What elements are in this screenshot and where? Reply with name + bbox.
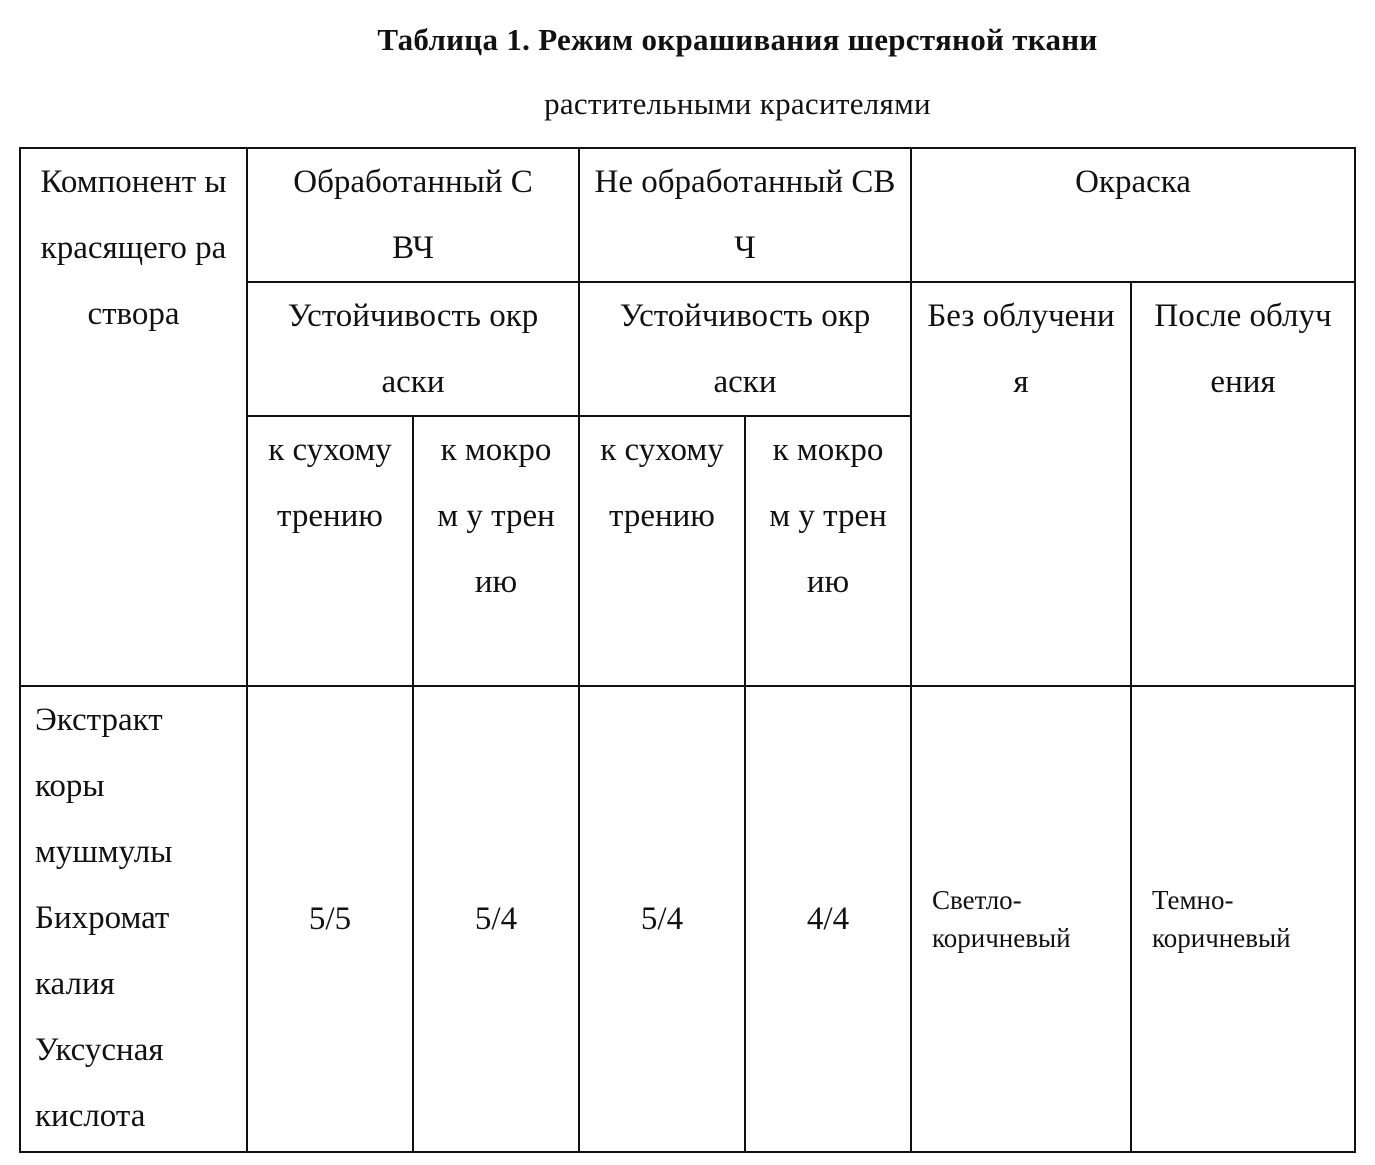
header-dry-treated: к сухому трению: [247, 416, 413, 686]
header-wet-untreated: к мокром у трению: [745, 416, 911, 686]
cell-color-without: Светло-коричневый: [911, 686, 1131, 1152]
dyeing-table: [19, 147, 1356, 1153]
cell-untreated-dry: 5/4: [579, 686, 745, 1152]
cell-untreated-wet: 4/4: [745, 686, 911, 1152]
header-fastness-untreated: Устойчивость окраски: [579, 282, 911, 416]
header-fastness-treated: Устойчивость окраски: [247, 282, 579, 416]
header-wet-treated: к мокром у трению: [413, 416, 579, 686]
cell-components: Экстракт коры мушмулы Бихромат калия Уксусная кислота: [20, 686, 247, 1152]
cell-treated-wet: 5/4: [413, 686, 579, 1152]
header-treated: Обработанный СВЧ: [247, 148, 579, 282]
header-untreated: Не обработанный СВЧ: [579, 148, 911, 282]
table-title-line-2: растительными красителями: [544, 86, 931, 121]
header-without-irradiation: Без облучения: [911, 282, 1131, 686]
cell-treated-dry: 5/5: [247, 686, 413, 1152]
header-color: Окраска: [911, 148, 1355, 282]
header-dry-untreated: к сухому трению: [579, 416, 745, 686]
cell-color-after: Темно-коричневый: [1131, 686, 1355, 1152]
header-components: Компонент ы красящего раствора: [20, 148, 247, 686]
table-title-line-1: Таблица 1. Режим окрашивания шерстяной ткани: [377, 22, 1098, 57]
header-after-irradiation: После облучения: [1131, 282, 1355, 686]
